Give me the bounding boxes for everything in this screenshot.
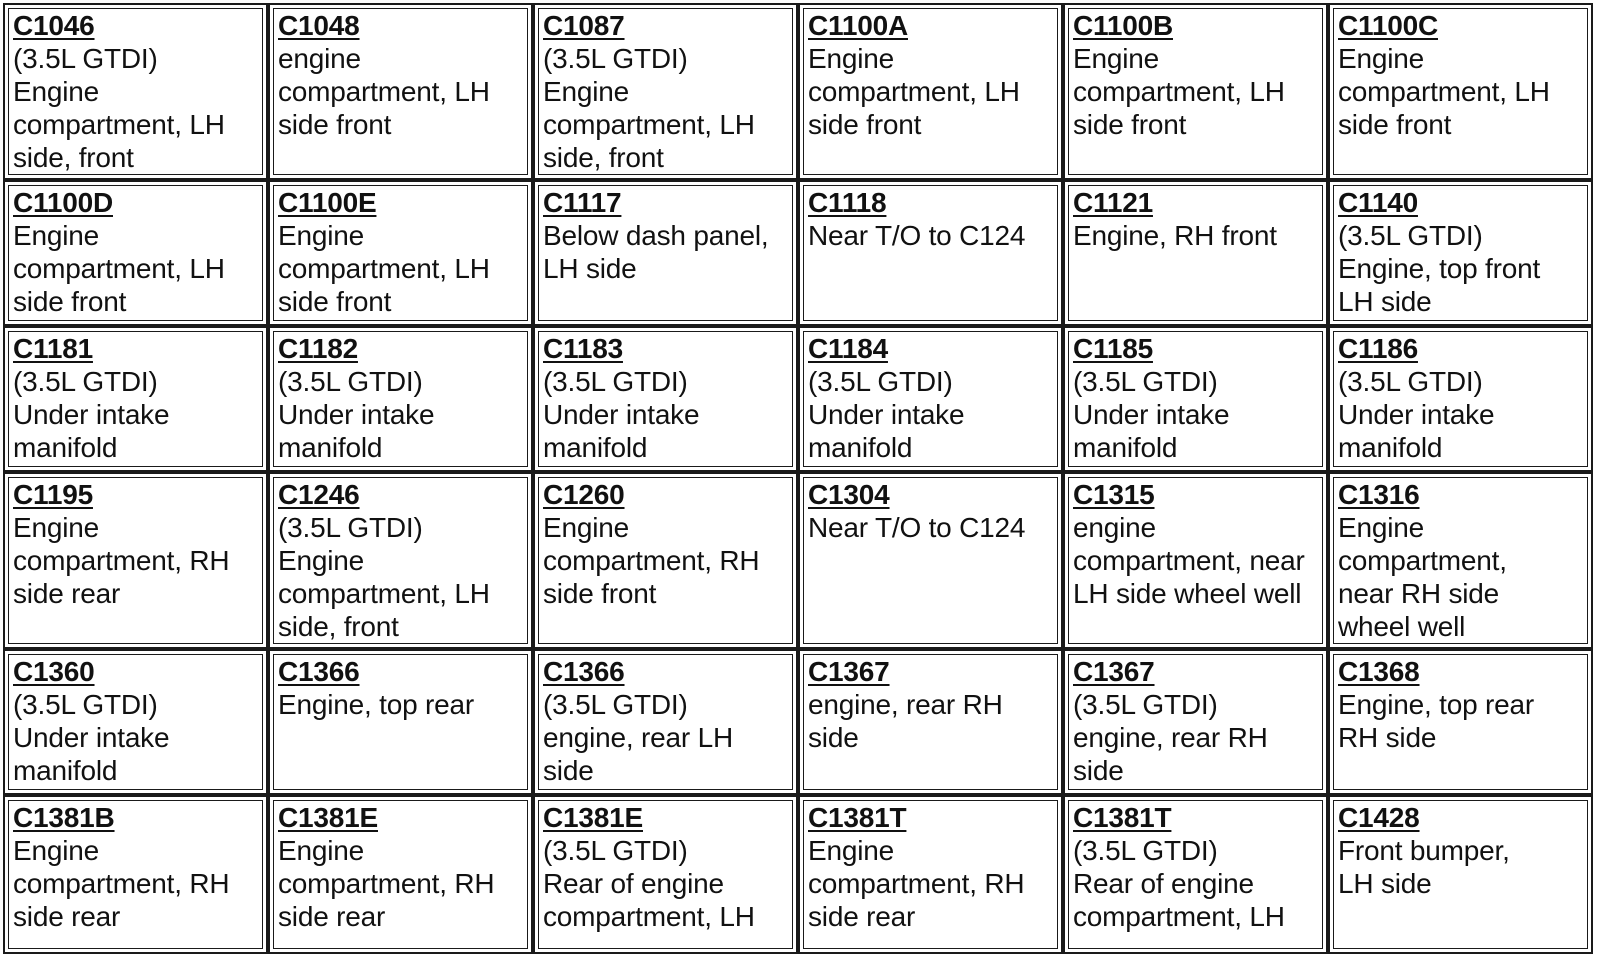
- connector-location-line: Engine: [808, 43, 894, 74]
- connector-cell: [1063, 180, 1328, 326]
- connector-location-line: Rear of engine: [1073, 868, 1254, 899]
- connector-id: C1366: [278, 656, 360, 687]
- connector-cell: [1328, 3, 1593, 180]
- connector-location-line: compartment, LH: [808, 76, 1020, 107]
- connector-location-line: Under intake: [278, 399, 435, 430]
- connector-id: C1366: [543, 656, 625, 687]
- connector-location-line: manifold: [1073, 432, 1178, 463]
- connector-location-line: Front bumper,: [1338, 835, 1510, 866]
- connector-location-line: Engine: [808, 835, 894, 866]
- connector-cell: [3, 180, 268, 326]
- connector-location-line: side front: [1073, 109, 1187, 140]
- connector-id: C1304: [808, 479, 890, 510]
- connector-cell: [798, 649, 1063, 795]
- connector-location-line: compartment, LH: [278, 253, 490, 284]
- connector-location-line: engine: [278, 43, 361, 74]
- connector-location-line: Engine, top front: [1338, 253, 1541, 284]
- connector-location-line: compartment, LH: [13, 253, 225, 284]
- connector-location-line: compartment, LH: [278, 578, 490, 609]
- connector-location-line: near RH side: [1338, 578, 1500, 609]
- connector-location-line: (3.5L GTDI): [543, 43, 688, 74]
- connector-id: C1381T: [808, 802, 907, 833]
- connector-cell: [1328, 472, 1593, 649]
- connector-id: C1381B: [13, 802, 115, 833]
- connector-location-line: (3.5L GTDI): [13, 43, 158, 74]
- connector-location-line: compartment, RH: [808, 868, 1025, 899]
- connector-location-line: Engine: [1338, 43, 1424, 74]
- connector-location-line: (3.5L GTDI): [543, 366, 688, 397]
- connector-location-line: engine, rear RH: [1073, 722, 1268, 753]
- connector-location-line: compartment, LH: [278, 76, 490, 107]
- connector-location-line: (3.5L GTDI): [808, 366, 953, 397]
- connector-location-line: LH side wheel well: [1073, 578, 1302, 609]
- connector-location-line: (3.5L GTDI): [1073, 835, 1218, 866]
- connector-location-line: engine, rear RH: [808, 689, 1003, 720]
- connector-cell: [1328, 795, 1593, 954]
- connector-id: C1185: [1073, 333, 1153, 364]
- connector-location-line: Near T/O to C124: [808, 220, 1026, 251]
- connector-cell: [268, 180, 533, 326]
- connector-cell: [1063, 649, 1328, 795]
- connector-location-line: manifold: [543, 432, 648, 463]
- connector-location-line: side rear: [808, 901, 916, 932]
- connector-cell: [798, 180, 1063, 326]
- connector-cell: [268, 649, 533, 795]
- connector-id: C1368: [1338, 656, 1420, 687]
- connector-location-line: (3.5L GTDI): [543, 689, 688, 720]
- connector-location-line: (3.5L GTDI): [1338, 220, 1483, 251]
- connector-cell: [798, 326, 1063, 472]
- connector-cell: [3, 795, 268, 954]
- connector-location-line: Engine: [278, 545, 364, 576]
- connector-location-line: compartment, RH: [278, 868, 495, 899]
- connector-cell: [533, 472, 798, 649]
- connector-id: C1100E: [278, 187, 377, 218]
- connector-id: C1181: [13, 333, 93, 364]
- connector-id: C1118: [808, 187, 887, 218]
- connector-location-line: Under intake: [13, 399, 170, 430]
- connector-location-line: engine, rear LH: [543, 722, 734, 753]
- connector-location-line: Engine: [543, 76, 629, 107]
- connector-location-line: Engine: [1338, 512, 1424, 543]
- connector-location-line: side front: [543, 578, 657, 609]
- connector-cell: [1063, 3, 1328, 180]
- connector-id: C1048: [278, 10, 360, 41]
- connector-location-line: compartment,: [1338, 545, 1507, 576]
- connector-location-line: compartment, LH: [543, 901, 755, 932]
- connector-location-line: compartment, LH: [13, 109, 225, 140]
- connector-location-line: side rear: [13, 901, 121, 932]
- connector-location-line: engine: [1073, 512, 1156, 543]
- connector-cell: [3, 472, 268, 649]
- connector-cell: [533, 180, 798, 326]
- connector-location-line: (3.5L GTDI): [278, 512, 423, 543]
- connector-cell: [3, 3, 268, 180]
- connector-location-line: Engine, RH front: [1073, 220, 1277, 251]
- connector-location-line: (3.5L GTDI): [1073, 689, 1218, 720]
- connector-location-line: LH side: [1338, 286, 1432, 317]
- connector-location-line: manifold: [278, 432, 383, 463]
- connector-location-line: compartment, LH: [543, 109, 755, 140]
- connector-location-line: compartment, LH: [1073, 901, 1285, 932]
- connector-location-line: Engine: [13, 512, 99, 543]
- connector-id: C1367: [808, 656, 890, 687]
- connector-location-line: side: [543, 755, 594, 786]
- connector-location-line: (3.5L GTDI): [1073, 366, 1218, 397]
- connector-id: C1381T: [1073, 802, 1172, 833]
- connector-id: C1186: [1338, 333, 1418, 364]
- connector-id: C1195: [13, 479, 93, 510]
- connector-location-line: Below dash panel,: [543, 220, 769, 251]
- connector-location-line: side: [808, 722, 859, 753]
- connector-cell: [1063, 472, 1328, 649]
- connector-location-line: Under intake: [808, 399, 965, 430]
- connector-location-line: Engine: [1073, 43, 1159, 74]
- connector-location-line: side, front: [543, 142, 664, 173]
- connector-location-line: side, front: [278, 611, 399, 642]
- connector-cell: [268, 472, 533, 649]
- connector-cell: [1328, 180, 1593, 326]
- connector-location-line: LH side: [1338, 868, 1432, 899]
- connector-cell: [1063, 326, 1328, 472]
- connector-location-line: Engine: [13, 220, 99, 251]
- connector-location-line: compartment, LH: [1338, 76, 1550, 107]
- connector-cell: [268, 326, 533, 472]
- connector-location-line: (3.5L GTDI): [543, 835, 688, 866]
- connector-id: C1184: [808, 333, 888, 364]
- connector-cell: [3, 326, 268, 472]
- connector-id: C1428: [1338, 802, 1420, 833]
- connector-id: C1117: [543, 187, 622, 218]
- connector-location-line: side front: [808, 109, 922, 140]
- connector-location-line: side front: [278, 109, 392, 140]
- connector-id: C1182: [278, 333, 358, 364]
- connector-cell: [268, 795, 533, 954]
- connector-cell: [533, 326, 798, 472]
- connector-id: C1140: [1338, 187, 1418, 218]
- connector-location-line: side rear: [278, 901, 386, 932]
- connector-id: C1100A: [808, 10, 908, 41]
- connector-location-line: manifold: [1338, 432, 1443, 463]
- connector-cell: [3, 649, 268, 795]
- connector-location-line: Under intake: [1338, 399, 1495, 430]
- connector-location-line: (3.5L GTDI): [1338, 366, 1483, 397]
- connector-cell: [1063, 795, 1328, 954]
- connector-location-line: Under intake: [1073, 399, 1230, 430]
- connector-location-line: Rear of engine: [543, 868, 724, 899]
- connector-cell: [1328, 326, 1593, 472]
- connector-location-line: side rear: [13, 578, 121, 609]
- connector-location-line: side front: [13, 286, 127, 317]
- connector-location-line: Engine: [278, 835, 364, 866]
- connector-id: C1100D: [13, 187, 113, 218]
- connector-id: C1316: [1338, 479, 1420, 510]
- connector-location-line: Engine: [278, 220, 364, 251]
- connector-id: C1381E: [543, 802, 643, 833]
- connector-location-line: Near T/O to C124: [808, 512, 1026, 543]
- connector-location-line: LH side: [543, 253, 637, 284]
- connector-location-line: side: [1073, 755, 1124, 786]
- connector-location-line: compartment, RH: [13, 868, 230, 899]
- connector-location-line: (3.5L GTDI): [13, 689, 158, 720]
- connector-location-line: Engine: [13, 76, 99, 107]
- connector-location-line: (3.5L GTDI): [13, 366, 158, 397]
- connector-location-line: Engine: [13, 835, 99, 866]
- connector-id: C1367: [1073, 656, 1155, 687]
- connector-cell: [533, 795, 798, 954]
- connector-location-line: RH side: [1338, 722, 1437, 753]
- connector-location-table: [3, 3, 1593, 954]
- connector-location-line: manifold: [13, 755, 118, 786]
- connector-location-line: compartment, near: [1073, 545, 1305, 576]
- connector-id: C1360: [13, 656, 95, 687]
- connector-id: C1183: [543, 333, 623, 364]
- connector-id: C1046: [13, 10, 95, 41]
- connector-cell: [268, 3, 533, 180]
- connector-location-line: compartment, RH: [13, 545, 230, 576]
- connector-location-line: Engine: [543, 512, 629, 543]
- connector-id: C1315: [1073, 479, 1155, 510]
- connector-id: C1087: [543, 10, 625, 41]
- connector-cell: [1328, 649, 1593, 795]
- connector-cell: [798, 3, 1063, 180]
- connector-id: C1381E: [278, 802, 378, 833]
- connector-id: C1246: [278, 479, 360, 510]
- connector-location-line: manifold: [808, 432, 913, 463]
- connector-location-line: side front: [1338, 109, 1452, 140]
- connector-cell: [798, 472, 1063, 649]
- connector-location-line: compartment, RH: [543, 545, 760, 576]
- connector-id: C1260: [543, 479, 625, 510]
- connector-cell: [533, 3, 798, 180]
- connector-cell: [533, 649, 798, 795]
- connector-id: C1100B: [1073, 10, 1173, 41]
- connector-id: C1100C: [1338, 10, 1438, 41]
- connector-id: C1121: [1073, 187, 1153, 218]
- connector-location-line: Engine, top rear: [1338, 689, 1535, 720]
- connector-location-line: compartment, LH: [1073, 76, 1285, 107]
- connector-location-line: side, front: [13, 142, 134, 173]
- connector-cell: [798, 795, 1063, 954]
- connector-location-line: Under intake: [543, 399, 700, 430]
- connector-location-line: manifold: [13, 432, 118, 463]
- connector-location-line: (3.5L GTDI): [278, 366, 423, 397]
- connector-location-line: Under intake: [13, 722, 170, 753]
- connector-location-line: Engine, top rear: [278, 689, 475, 720]
- connector-location-line: side front: [278, 286, 392, 317]
- connector-location-line: wheel well: [1338, 611, 1466, 642]
